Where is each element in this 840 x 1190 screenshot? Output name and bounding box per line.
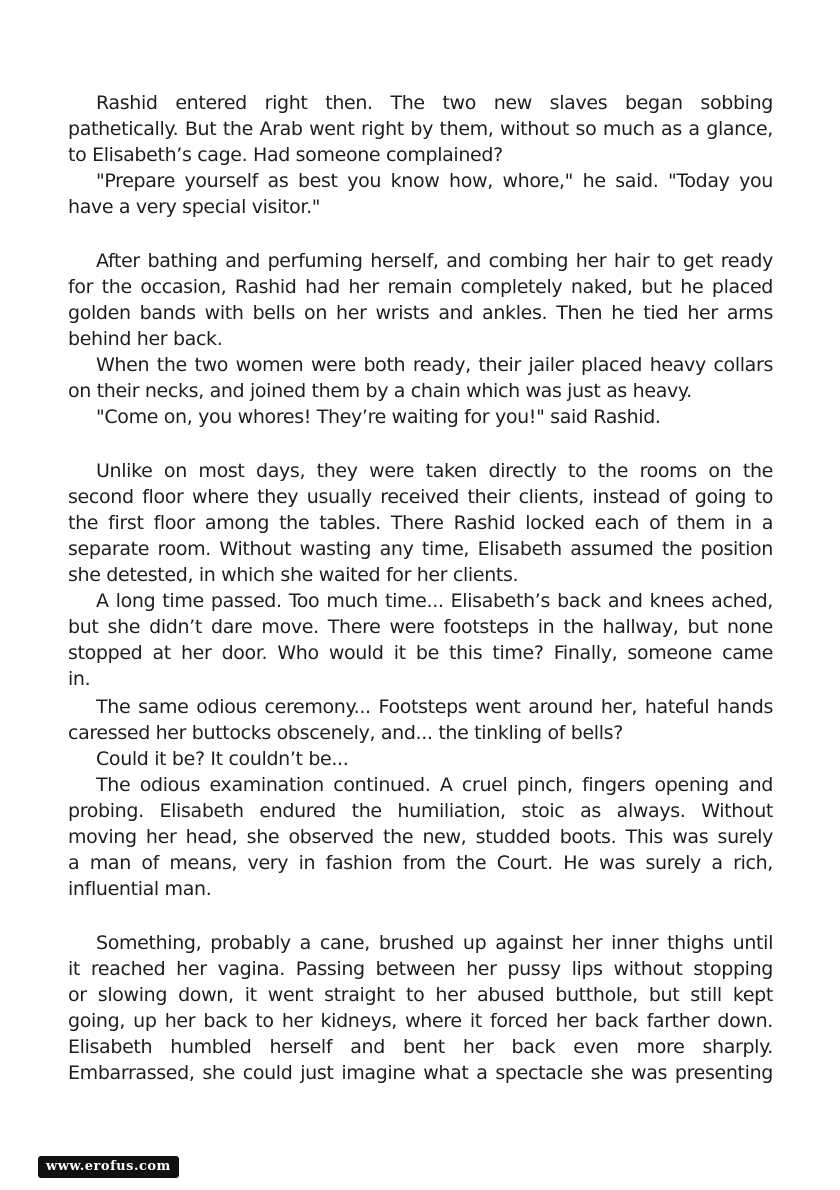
text-line: a man of means, very in fashion from the Court. He was surely a rich, [68, 852, 773, 874]
text-line: Embarrassed, she could just imagine what a spectacle she was presenting [68, 1062, 773, 1084]
text-line: stopped at her door. Who would it be this time? Finally, someone came [68, 642, 773, 664]
text-line: After bathing and perfuming herself, and combing her hair to get ready [96, 250, 773, 272]
text-line: the first floor among the tables. There Rashid locked each of them in a [68, 512, 773, 534]
text-line: The same odious ceremony... Footsteps went around her, hateful hands [96, 696, 773, 718]
text-line: for the occasion, Rashid had her remain completely naked, but he placed [68, 276, 773, 298]
site-watermark: www.erofus.com [38, 1156, 179, 1178]
text-line: caressed her buttocks obscenely, and... the tinkling of bells? [68, 722, 623, 744]
text-line: Rashid entered right then. The two new slaves began sobbing [96, 92, 773, 114]
text-line: Could it be? It couldn’t be... [96, 748, 349, 770]
text-line: When the two women were both ready, their jailer placed heavy collars [96, 354, 773, 376]
text-line: but she didn’t dare move. There were footsteps in the hallway, but none [68, 616, 773, 638]
text-line: "Come on, you whores! They’re waiting for you!" said Rashid. [96, 406, 661, 428]
text-line: to Elisabeth’s cage. Had someone complained? [68, 144, 503, 166]
text-line: second floor where they usually received their clients, instead of going to [68, 486, 773, 508]
text-line: going, up her back to her kidneys, where it forced her back farther down. [68, 1010, 773, 1032]
text-line: Something, probably a cane, brushed up against her inner thighs until [96, 932, 773, 954]
text-line: moving her head, she observed the new, studded boots. This was surely [68, 826, 773, 848]
text-line: Elisabeth humbled herself and bent her back even more sharply. [68, 1036, 773, 1058]
text-line: The odious examination continued. A cruel pinch, fingers opening and [96, 774, 773, 796]
text-line: separate room. Without wasting any time, Elisabeth assumed the position [68, 538, 773, 560]
text-line: behind her back. [68, 328, 223, 350]
text-line: influential man. [68, 878, 212, 900]
text-line: Unlike on most days, they were taken directly to the rooms on the [96, 460, 773, 482]
text-line: probing. Elisabeth endured the humiliation, stoic as always. Without [68, 800, 773, 822]
text-line: she detested, in which she waited for her clients. [68, 564, 519, 586]
text-line: or slowing down, it went straight to her abused butthole, but still kept [68, 984, 773, 1006]
text-line: in. [68, 668, 91, 690]
text-line: golden bands with bells on her wrists and ankles. Then he tied her arms [68, 302, 773, 324]
text-line: have a very special visitor." [68, 196, 321, 218]
text-line: on their necks, and joined them by a chain which was just as heavy. [68, 380, 692, 402]
text-line: A long time passed. Too much time... Elisabeth’s back and knees ached, [96, 590, 773, 612]
text-line: pathetically. But the Arab went right by them, without so much as a glance, [68, 118, 773, 140]
text-line: it reached her vagina. Passing between her pussy lips without stopping [68, 958, 773, 980]
text-line: "Prepare yourself as best you know how, whore," he said. "Today you [96, 170, 773, 192]
